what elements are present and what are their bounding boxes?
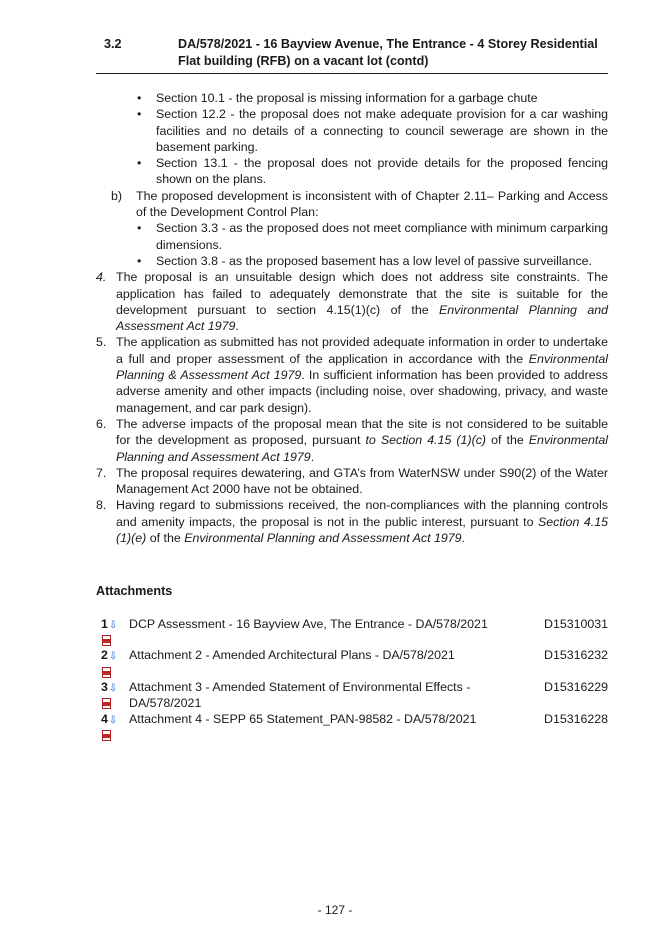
list-item-number: 6. (96, 416, 107, 431)
bullet-item: • Section 3.3 - as the proposed does not meet compliance with minimum carparking dimensions. (96, 220, 608, 253)
attachment-number: 2 (101, 648, 108, 663)
attachment-marker (101, 647, 129, 678)
bullet-list-b (96, 220, 608, 269)
pdf-file-icon[interactable] (101, 635, 112, 647)
list-item-number: 8. (96, 498, 107, 513)
list-item-text: . (310, 449, 315, 464)
pdf-file-icon[interactable] (101, 698, 112, 710)
sub-item-b (96, 188, 608, 221)
attachment-doc-id: D15316232 (544, 648, 609, 663)
item-title-line2: Flat building (RFB) on a vacant lot (contd) (178, 53, 429, 68)
numbered-list (96, 269, 608, 546)
bullet-item: • Section 12.2 - the proposal does not make adequate provision for a car washing facilities and no details of a connecting to council sewerage are shown in the basement parking. (96, 106, 608, 155)
bullet-list-a (96, 90, 608, 188)
list-item (96, 416, 608, 465)
sub-item-label: b) (111, 188, 123, 203)
pdf-file-icon[interactable] (101, 730, 112, 742)
attachment-row (101, 679, 608, 712)
pdf-file-icon[interactable] (101, 667, 112, 679)
list-item (96, 465, 608, 498)
attachment-title: DCP Assessment - 16 Bayview Ave, The Entrance - DA/578/2021 (129, 617, 488, 631)
attachment-marker (101, 711, 129, 742)
list-item-italic: Environmental Planning and Assessment Act 1979 (116, 433, 608, 464)
list-item-text: The proposal is an unsuitable design which does not address site constraints. The application has failed to adequately demonstrate that the site is suitable for the development pursuant to section 4.15(1)(c) of the (116, 270, 608, 317)
bullet-item: • Section 13.1 - the proposal does not provide details for the proposed fencing shown on the plans. (96, 155, 608, 188)
list-item-italic: Section 4.15 (1)(e) (116, 514, 608, 546)
list-item (96, 334, 608, 415)
download-arrow-icon[interactable]: ⇩ (108, 682, 118, 694)
page-number: - 127 - (317, 903, 353, 917)
list-item-italic: Environmental Planning and Assessment Act 1979 (184, 531, 462, 546)
attachment-row (101, 711, 608, 742)
attachment-row (101, 647, 608, 678)
item-number: 3.2 (104, 37, 122, 51)
list-item-italic: Environmental Planning & Assessment Act 1979 (116, 351, 608, 383)
bullet-item: • Section 3.8 - as the proposed basement has a low level of passive surveillance. (96, 253, 608, 269)
list-item-text: The proposal requires dewatering, and GTA’s from WaterNSW under S90(2) of the Water Management Act 2000 have not be obtained. (116, 465, 608, 497)
attachment-doc-id: D15316228 (544, 712, 609, 727)
attachments-heading: Attachments (96, 584, 173, 598)
document-body (96, 90, 608, 546)
list-item-text: of the (486, 433, 529, 448)
list-item-number: 5. (96, 335, 107, 350)
attachment-title: Attachment 2 - Amended Architectural Plans - DA/578/2021 (129, 648, 455, 663)
sub-item-text: The proposed development is inconsistent with of Chapter 2.11– Parking and Access of the Development Control Plan: (136, 188, 608, 220)
attachment-row (101, 616, 608, 647)
attachment-doc-id: D15310031 (544, 617, 609, 631)
bullet-item: • Section 10.1 - the proposal is missing information for a garbage chute (96, 90, 608, 106)
item-title (178, 36, 608, 69)
page-header (96, 36, 608, 74)
list-item-text: The application as submitted has not provided adequate information in order to undertake a full and proper assessment of the application in accordance with the (116, 335, 608, 366)
attachment-marker (101, 679, 129, 712)
list-item-italic: Environmental Planning and Assessment Act 1979 (116, 302, 608, 334)
download-arrow-icon[interactable]: ⇩ (108, 651, 118, 663)
attachment-number: 3 (101, 679, 108, 694)
list-item-italic: to Section 4.15 (1)(c) (365, 433, 487, 448)
download-arrow-icon[interactable]: ⇩ (108, 620, 118, 631)
list-item-text: . (235, 319, 239, 334)
list-item-text: Having regard to submissions received, the non-compliances with the planning controls and amenity impacts, the proposal is not in the public interest, pursuant to (116, 498, 608, 529)
attachment-marker (101, 616, 129, 647)
list-item-number: 4. (96, 270, 107, 285)
list-item-number: 7. (96, 465, 107, 480)
list-item-text: The adverse impacts of the proposal mean that the site is not considered to be suitable for the development as proposed, pursuant (116, 416, 608, 448)
attachment-doc-id: D15316229 (544, 679, 609, 694)
list-item (96, 497, 608, 546)
attachment-number: 1 (101, 617, 108, 631)
attachment-title: Attachment 3 - Amended Statement of Environmental Effects - DA/578/2021 (129, 679, 471, 710)
attachment-number: 4 (101, 712, 108, 727)
list-item-text: . (461, 531, 465, 546)
download-arrow-icon[interactable]: ⇩ (108, 715, 118, 727)
list-item-text: of the (146, 531, 185, 546)
list-item (96, 269, 608, 334)
list-item-text: . In sufficient information has been provided to address adverse amenity and other impacts (including noise, over shadowing, privacy, and waste management, and car park design). (116, 368, 608, 415)
item-title-line1: DA/578/2021 - 16 Bayview Avenue, The Entrance - 4 Storey Residential (178, 37, 598, 51)
attachments-list (101, 616, 608, 742)
attachment-title: Attachment 4 - SEPP 65 Statement_PAN-98582 - DA/578/2021 (129, 712, 477, 727)
